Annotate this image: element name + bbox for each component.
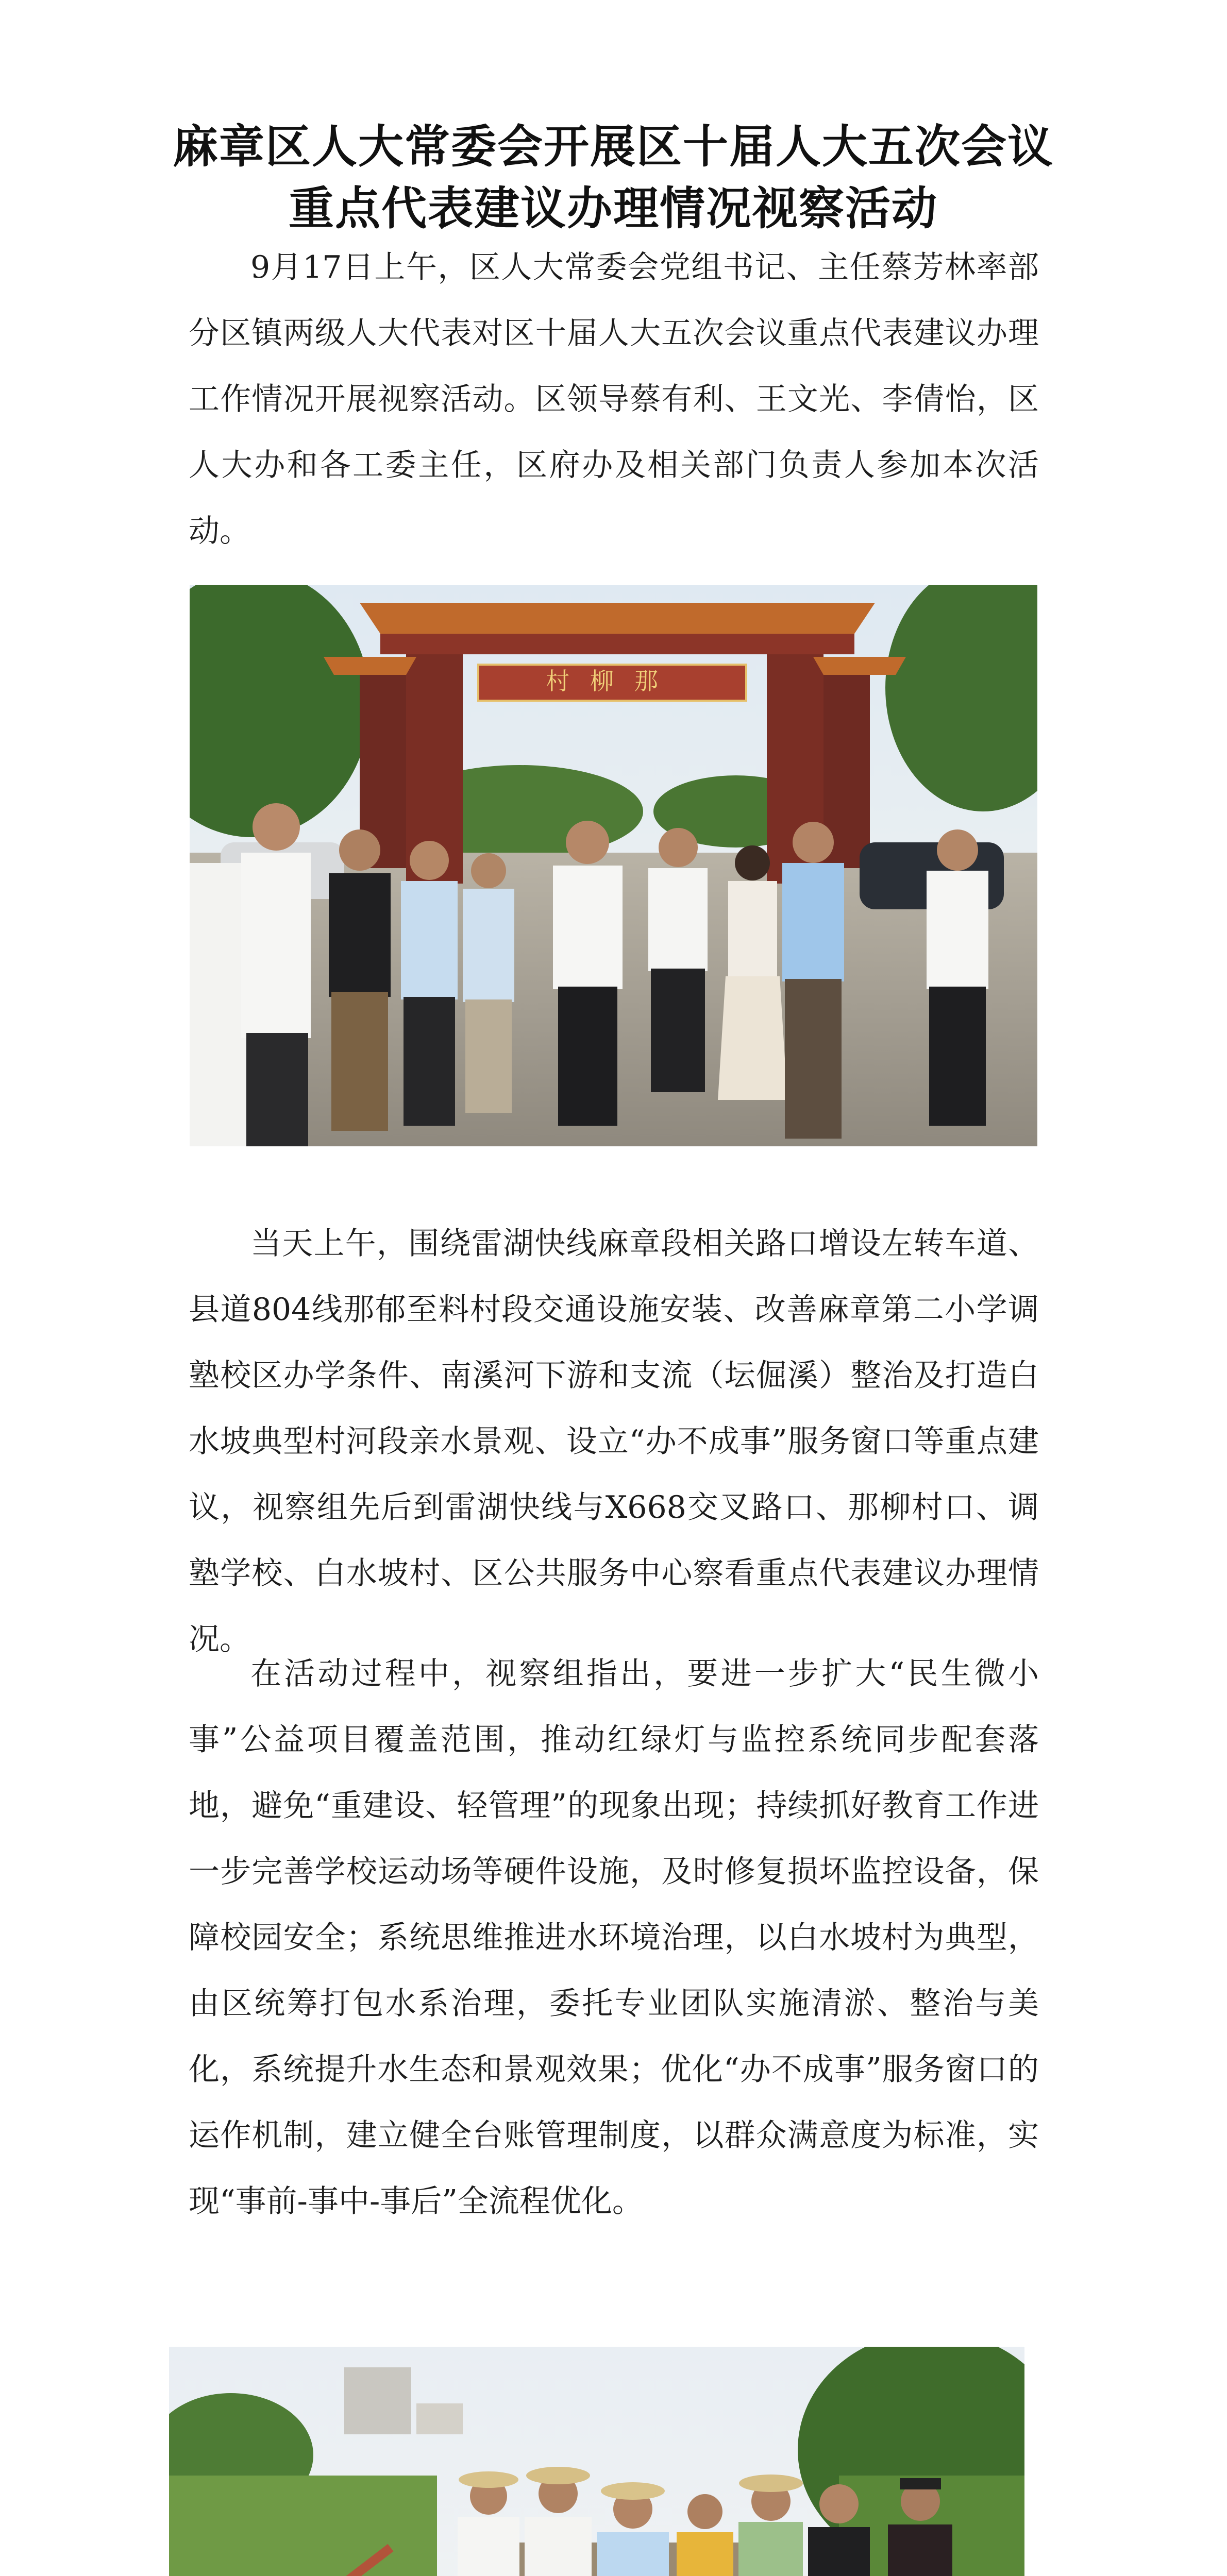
photo-village-gate — [190, 585, 1037, 1146]
gate-plaque: 村柳那 — [546, 667, 679, 695]
photo-riverside-inspection — [169, 2347, 1024, 2576]
paragraph-intro: 9月17日上午，区人大常委会党组书记、主任蔡芳林率部分区镇两级人大代表对区十届人大五次会议重点代表建议办理工作情况开展视察活动。区领导蔡有利、王文光、李倩怡，区人大办和各工委主任，区府办及相关部门负责人参加本次活动。 — [189, 249, 1039, 549]
paragraph-inspection-findings: 在活动过程中，视察组指出，要进一步扩大“民生微小事”公益项目覆盖范围，推动红绿灯与监控系统同步配套落地，避免“重建设、轻管理”的现象出现；持续抓好教育工作进一步完善学校运动场等硬件设施，及时修复损坏监控设备，保障校园安全；系统思维推进水环境治理，以白水坡村为典型，由区统筹打包水系治理，委托专业团队实施清淤、整治与美化，系统提升水生态和景观效果；优化“办不成事”服务窗口的运作机制，建立健全台账管理制度，以群众满意度为标准，实现“事前-事中-事后”全流程优化。 — [189, 1656, 1039, 2219]
paragraph-inspection-route: 当天上午，围绕雷湖快线麻章段相关路口增设左转车道、县道804线那郁至料村段交通设施安装、改善麻章第二小学调塾校区办学条件、南溪河下游和支流（坛倔溪）整治及打造白水坡典型村河段亲水景观、设立“办不成事”服务窗口等重点建议，视察组先后到雷湖快线与X668交叉路口、那柳村口、调塾学校、白水坡村、区公共服务中心察看重点代表建议办理情况。 — [189, 1226, 1039, 1657]
article-title: 麻章区人大常委会开展区十届人大五次会议重点代表建议办理情况视察活动 — [172, 120, 1054, 235]
